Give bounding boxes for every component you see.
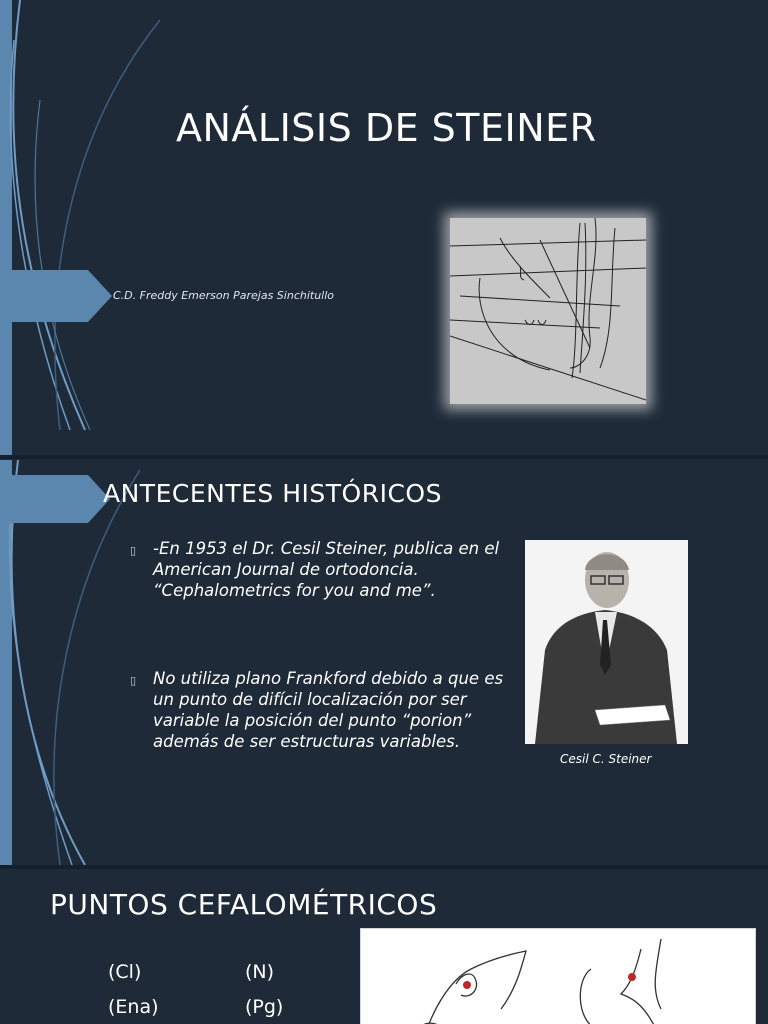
- point-label: (N): [245, 961, 275, 983]
- skull-tracing: [361, 929, 755, 1024]
- slide-separator: [0, 455, 768, 459]
- point-marker: [628, 973, 636, 981]
- arrow-tab: [0, 475, 115, 523]
- section-title: ANTECENTES HISTÓRICOS: [103, 479, 442, 508]
- bullet-text: No utiliza plano Frankford debido a que es un punto de difícil localización por ser variable la posición del punto “porion” además de ser estructuras variables.: [153, 669, 504, 751]
- slide-puntos: [0, 868, 768, 1024]
- decorative-swoosh-lines: [0, 0, 160, 455]
- bullet-marker: ▯: [130, 544, 137, 557]
- slide-title: [0, 0, 768, 455]
- bullet-item: [130, 668, 505, 752]
- person-portrait-icon: [525, 540, 688, 744]
- slide-title-heading: ANÁLISIS DE STEINER: [176, 106, 597, 150]
- point-label: (Pg): [245, 996, 284, 1018]
- cephalometric-drawing: [450, 218, 646, 404]
- point-marker: [463, 981, 471, 989]
- portrait-photo: [525, 540, 688, 744]
- section-title: PUNTOS CEFALOMÉTRICOS: [50, 888, 438, 921]
- bullet-item: [130, 538, 505, 601]
- bullet-marker: ▯: [130, 674, 137, 687]
- point-label: (Ena): [108, 996, 159, 1018]
- point-label: (Cl): [108, 961, 142, 983]
- arrow-tab: [0, 270, 115, 322]
- cephalometric-tracing-image: [450, 218, 646, 404]
- photo-caption: Cesil C. Steiner: [560, 752, 652, 766]
- slide-antecedentes: [0, 460, 768, 865]
- author-name: C.D. Freddy Emerson Parejas Sinchitullo: [113, 289, 335, 302]
- cephalometric-points-diagram: [360, 928, 756, 1024]
- bullet-text: -En 1953 el Dr. Cesil Steiner, publica en el American Journal de ortodoncia. “Cephalometrics for you and me”.: [153, 539, 500, 600]
